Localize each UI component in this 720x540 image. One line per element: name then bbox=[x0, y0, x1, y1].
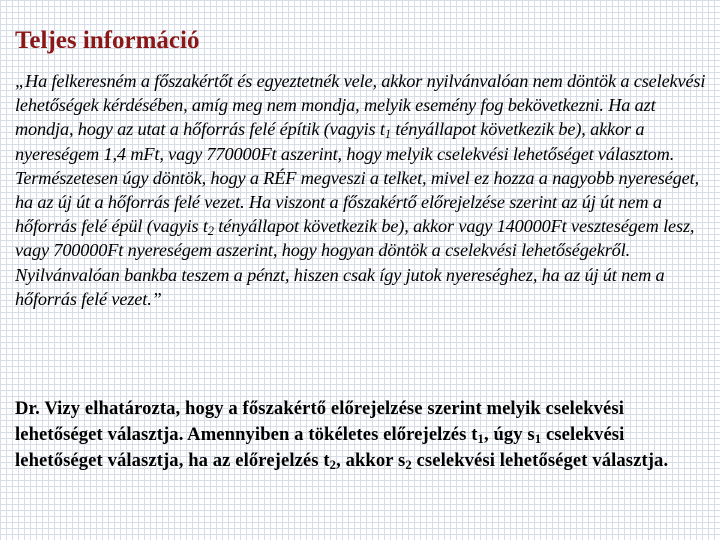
conclusion-text: cselekvési lehetőséget választja, ha az előrejelzés t bbox=[15, 424, 625, 471]
quote-text: Nyilvánvalóan bankba teszem a pénzt, hiszen csak így jutok nyereséghez, ha az új út nem a hőforrás felé vezet.” bbox=[15, 264, 665, 309]
conclusion-text: Dr. Vizy elhatározta, hogy a főszakértő előrejelzése szerint melyik cselekvési lehetőséget választja. Amennyiben a tökéletes előrejelzés t bbox=[15, 398, 625, 445]
quote-text: Természetesen úgy döntök, hogy a RÉF megveszi a telket, mivel ez hozza a nagyobb nyereséget, ha az új út a hőforrás felé vezet. bbox=[15, 167, 699, 213]
conclusion-text: cselekvési lehetőséget választja. bbox=[411, 450, 669, 471]
conclusion-text: , akkor s bbox=[336, 450, 406, 471]
subscript: 2 bbox=[329, 458, 337, 473]
slide-title: Teljes információ bbox=[15, 27, 200, 54]
quote-text: tényállapot következik be), akkor a nyereségem 1,4 mFt, vagy 770000Ft aszerint, hogy melyik cselekvési lehetőséget választom. bbox=[15, 119, 675, 164]
quote-text-block bbox=[15, 69, 715, 311]
subscript: 1 bbox=[534, 432, 542, 447]
conclusion-text: , úgy s bbox=[483, 424, 535, 445]
subscript: 1 bbox=[477, 432, 484, 447]
subscript: 2 bbox=[405, 458, 412, 473]
quote-text: Ha viszont a főszakértő előrejelzése szerint az új út nem a hőforrás felé épül (vagyis t bbox=[15, 192, 662, 237]
subscript: 1 bbox=[384, 127, 391, 142]
quote-text: tényállapot következik be), akkor vagy 140000Ft veszteségem lesz, vagy 700000Ft nyereségem aszerint, hogy hogyan döntök a cselekvési lehetőségekről. bbox=[15, 216, 695, 261]
quote-text: „Ha felkeresném a főszakértőt és egyeztetnék vele, akkor nyilvánvalóan nem döntök a cselekvési lehetőségek kérdésében, amíg meg nem mondja, melyik esemény fog bekövetkezni. Ha azt mondja, hogy az utat a hőforrás felé építik (vagyis t bbox=[15, 71, 706, 140]
subscript: 2 bbox=[207, 224, 214, 239]
conclusion-paragraph bbox=[15, 396, 713, 474]
